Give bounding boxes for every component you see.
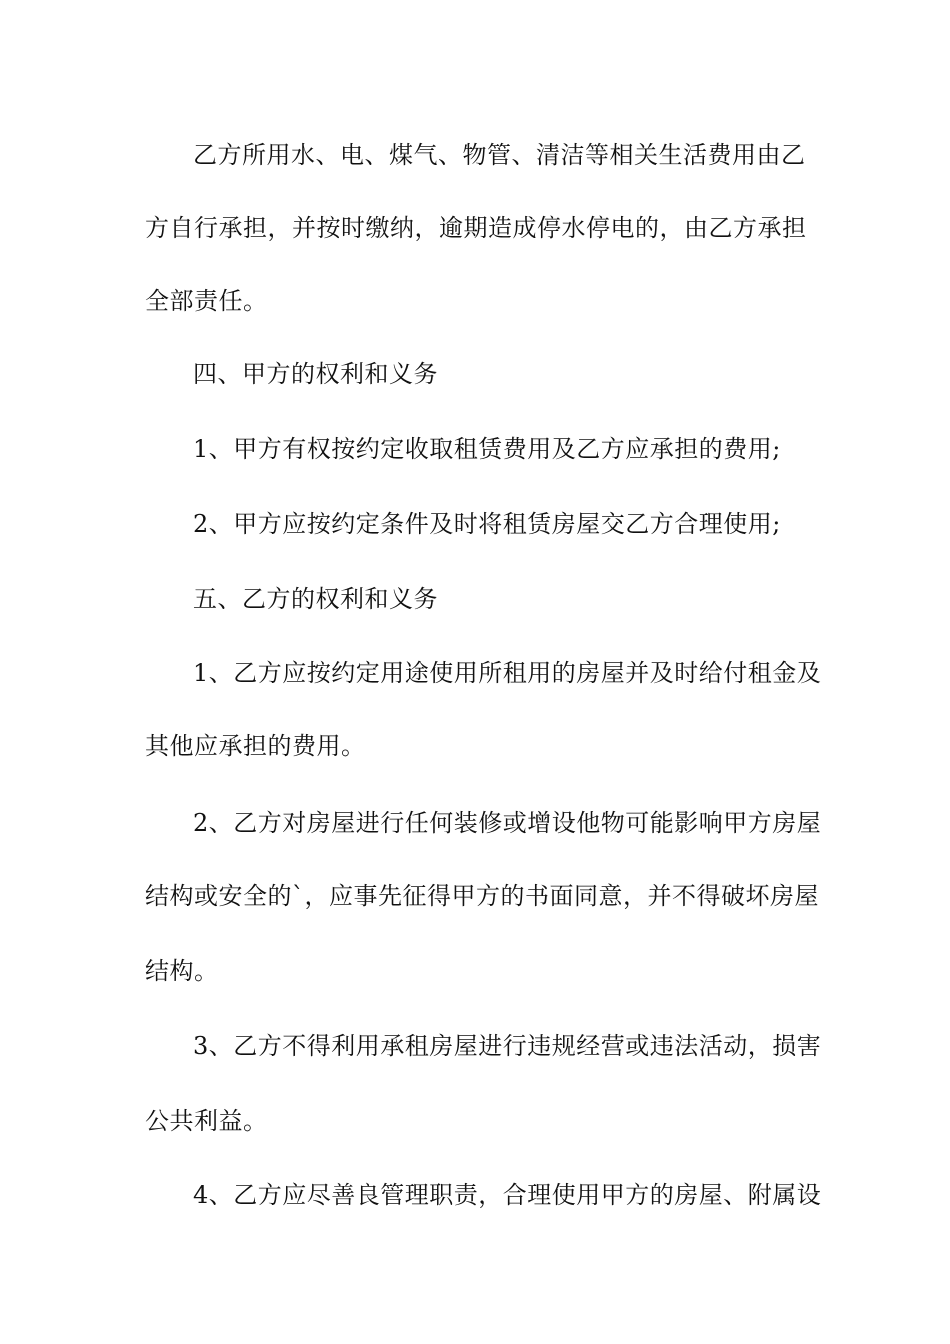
paragraph-line: 公共利益。: [145, 1107, 268, 1135]
paragraph-line: 3、乙方不得利用承租房屋进行违规经营或违法活动，损害: [193, 1032, 822, 1060]
section-heading: 四、甲方的权利和义务: [193, 360, 438, 388]
section-heading: 五、乙方的权利和义务: [193, 585, 438, 613]
paragraph-line: 4、乙方应尽善良管理职责，合理使用甲方的房屋、附属设: [193, 1181, 822, 1209]
paragraph-line: 结构。: [145, 957, 219, 985]
paragraph-line: 2、甲方应按约定条件及时将租赁房屋交乙方合理使用;: [193, 510, 781, 538]
paragraph-line: 其他应承担的费用。: [145, 732, 366, 760]
paragraph-line: 全部责任。: [145, 287, 268, 315]
paragraph-line: 乙方所用水、电、煤气、物管、清洁等相关生活费用由乙: [193, 141, 806, 169]
paragraph-line: 1、甲方有权按约定收取租赁费用及乙方应承担的费用;: [193, 435, 781, 463]
paragraph-line: 2、乙方对房屋进行任何装修或增设他物可能影响甲方房屋: [193, 809, 822, 837]
paragraph-line: 方自行承担，并按时缴纳，逾期造成停水停电的，由乙方承担: [145, 214, 807, 242]
paragraph-line: 结构或安全的`，应事先征得甲方的书面同意，并不得破坏房屋: [145, 882, 819, 910]
paragraph-line: 1、乙方应按约定用途使用所租用的房屋并及时给付租金及: [193, 659, 822, 687]
